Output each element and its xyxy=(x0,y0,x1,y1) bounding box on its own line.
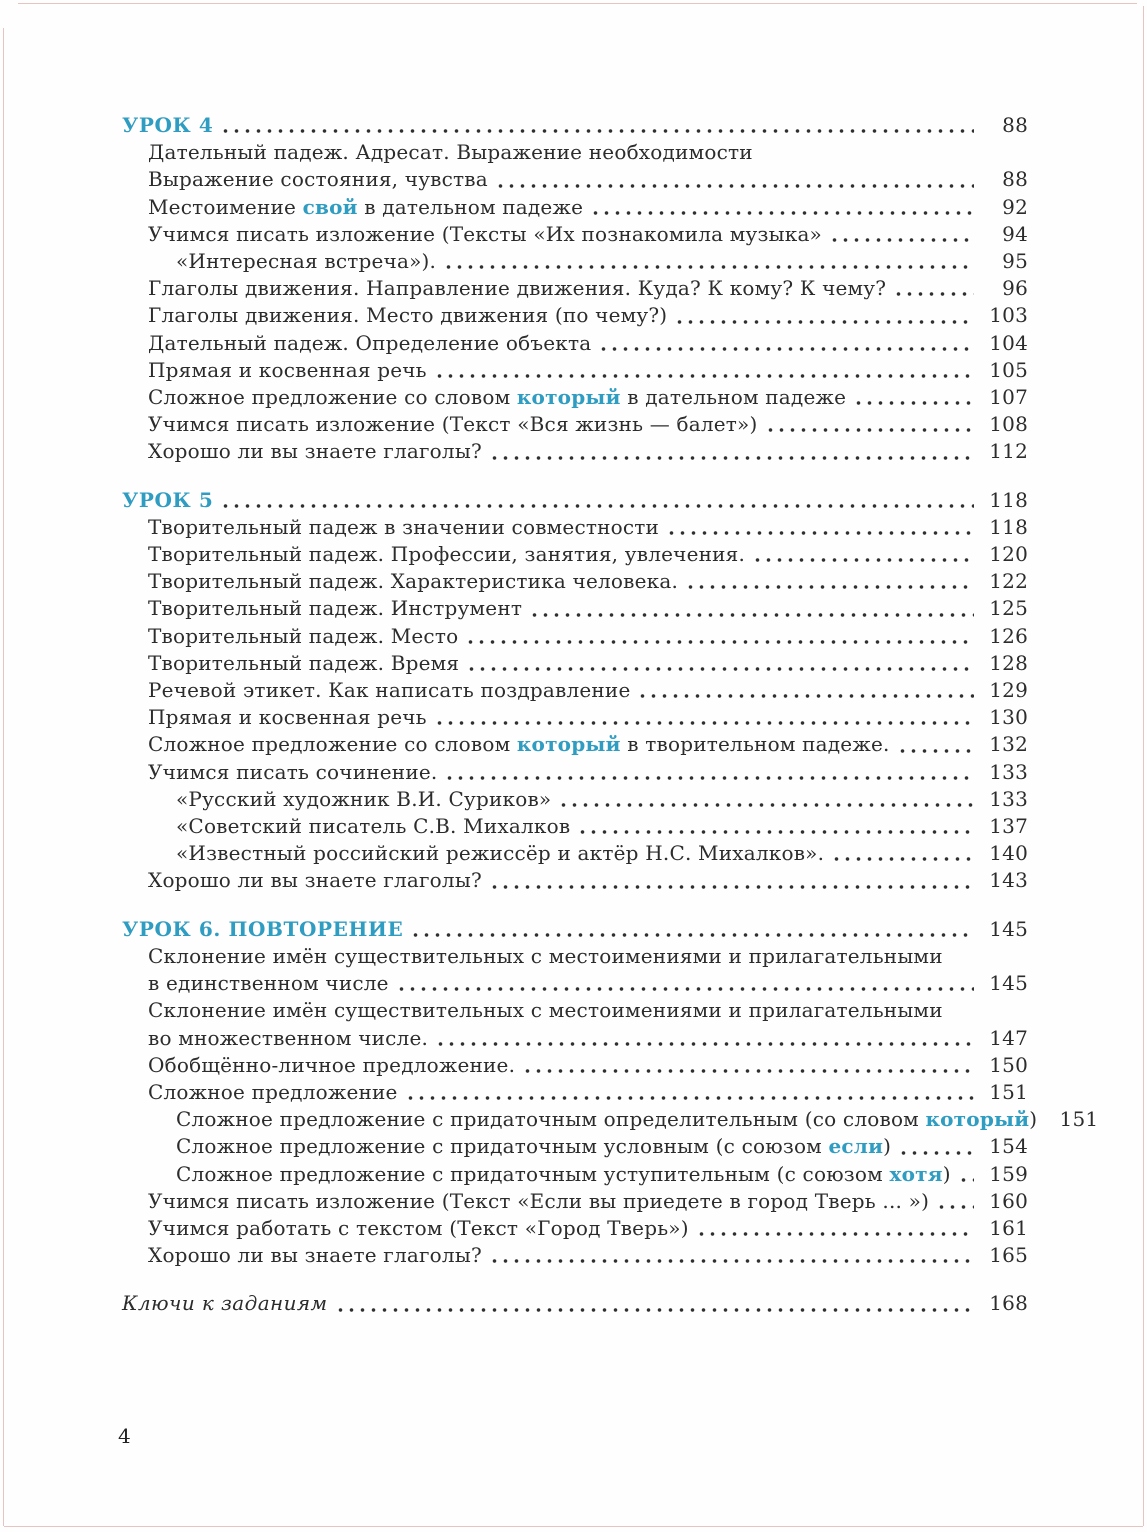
toc-page-number: 88 xyxy=(1002,167,1028,192)
toc-entry-row xyxy=(122,384,1028,411)
toc-entry-row xyxy=(122,1215,1028,1242)
leader-dots xyxy=(598,330,974,357)
toc-entry-row xyxy=(122,1188,1028,1215)
toc-entry-row xyxy=(122,194,1028,221)
leader-dots xyxy=(958,1161,974,1188)
toc-page-number: 151 xyxy=(1059,1107,1099,1132)
toc-entry-label xyxy=(148,568,678,595)
text-segment: Творительный падеж. Время xyxy=(148,650,460,675)
text-segment: Творительный падеж. Характеристика человека. xyxy=(148,569,679,594)
leader-dots xyxy=(435,1025,974,1052)
toc-entry-row xyxy=(122,595,1028,622)
scan-edge-top xyxy=(18,3,1137,4)
toc-page-number: 161 xyxy=(989,1215,1028,1240)
toc-entry-label xyxy=(148,1025,428,1052)
text-segment: Местоимение xyxy=(148,194,303,219)
text-segment: в единственном числе xyxy=(148,971,389,996)
toc-entry-label xyxy=(148,650,459,677)
toc-entry-row xyxy=(122,248,1028,275)
table-of-contents xyxy=(122,112,1099,1318)
toc-entry-row xyxy=(122,139,1028,166)
text-segment: Хорошо ли вы знаете глаголы? xyxy=(148,1243,482,1268)
accent-term: который xyxy=(516,385,621,410)
toc-entry-label xyxy=(148,357,427,384)
leader-dots xyxy=(220,112,974,139)
toc-page-number: 130 xyxy=(989,705,1028,730)
toc-entry-label xyxy=(148,623,458,650)
toc-entry-label xyxy=(176,1133,891,1160)
toc-entry-row xyxy=(122,623,1028,650)
toc-entry-row xyxy=(122,840,1028,867)
toc-section-4 xyxy=(122,1290,1028,1317)
text-segment: Учимся работать с текстом (Текст «Город Тверь») xyxy=(148,1215,689,1240)
toc-entry-label xyxy=(148,1215,689,1242)
toc-entry-label xyxy=(148,139,753,166)
text-segment: Глаголы движения. Место движения (по чему?) xyxy=(148,303,668,328)
text-segment: Речевой этикет. Как написать поздравление xyxy=(148,678,631,703)
toc-entry-row xyxy=(122,411,1028,438)
toc-entry-row xyxy=(122,867,1028,894)
toc-entry-row xyxy=(122,704,1028,731)
text-segment: «Советский писатель С.В. Михалков xyxy=(176,814,571,839)
toc-page-number: 112 xyxy=(989,439,1028,464)
text-segment: Сложное предложение со словом xyxy=(148,732,517,757)
leader-dots xyxy=(898,1133,974,1160)
text-segment: Сложное предложение xyxy=(148,1079,398,1104)
text-segment: Прямая и косвенная речь xyxy=(148,705,427,730)
toc-entry-row xyxy=(122,438,1028,465)
toc-entry-row xyxy=(122,541,1028,568)
toc-page-number: 92 xyxy=(1002,194,1028,219)
text-segment: УРОК 4 xyxy=(122,113,214,137)
leader-dots xyxy=(558,786,974,813)
toc-entry-row xyxy=(122,650,1028,677)
text-segment: Учимся писать изложение (Текст «Вся жизнь — балет») xyxy=(148,412,758,437)
toc-page-number: 118 xyxy=(989,487,1028,512)
toc-entry-label xyxy=(148,1079,398,1106)
toc-page-number: 108 xyxy=(989,412,1028,437)
toc-entry-row xyxy=(122,514,1028,541)
toc-entry-row xyxy=(122,302,1028,329)
leader-dots xyxy=(489,867,974,894)
toc-page-number: 103 xyxy=(989,303,1028,328)
toc-heading-row xyxy=(122,487,1028,514)
toc-entry-label xyxy=(148,970,389,997)
toc-page-number: 126 xyxy=(989,623,1028,648)
toc-page-number: 145 xyxy=(989,916,1028,941)
toc-page-number: 145 xyxy=(989,971,1028,996)
toc-section-2 xyxy=(122,487,1028,895)
toc-entry-row xyxy=(122,357,1028,384)
toc-entry-row xyxy=(122,943,1028,970)
leader-dots xyxy=(897,731,974,758)
leader-dots xyxy=(893,275,974,302)
toc-page-number: 132 xyxy=(989,732,1028,757)
text-segment: в творительном падеже. xyxy=(620,732,890,757)
text-segment: Творительный падеж. Инструмент xyxy=(148,596,523,621)
toc-entry-label xyxy=(176,248,436,275)
leader-dots xyxy=(765,411,975,438)
toc-entry-row xyxy=(122,1106,1099,1133)
text-segment: во множественном числе. xyxy=(148,1025,429,1050)
text-segment: в дательном падеже xyxy=(357,194,584,219)
toc-entry-label xyxy=(148,330,591,357)
text-segment: «Русский художник В.И. Суриков» xyxy=(176,786,552,811)
text-segment: Сложное предложение с придаточным условным (с союзом xyxy=(176,1134,829,1159)
toc-page-number: 151 xyxy=(989,1079,1028,1104)
toc-page-number: 133 xyxy=(989,759,1028,784)
text-segment: Склонение имён существительных с местоимениями и прилагательными xyxy=(148,943,943,968)
text-segment: Творительный падеж. Профессии, занятия, увлечения. xyxy=(148,542,746,567)
folio-page-number: 4 xyxy=(118,1424,131,1448)
leader-dots xyxy=(522,1052,974,1079)
toc-entry-row xyxy=(122,166,1028,193)
toc-entry-label xyxy=(148,275,886,302)
toc-page-number: 154 xyxy=(989,1134,1028,1159)
toc-entry-row xyxy=(122,1079,1028,1106)
leader-dots xyxy=(489,1242,974,1269)
toc-entry-row xyxy=(122,275,1028,302)
text-segment: Выражение состояния, чувства xyxy=(148,167,488,192)
toc-page-number: 160 xyxy=(989,1188,1028,1213)
leader-dots xyxy=(674,302,974,329)
toc-heading-row xyxy=(122,916,1028,943)
toc-section-3 xyxy=(122,916,1099,1270)
text-segment: ) xyxy=(883,1134,892,1159)
toc-entry-row xyxy=(122,330,1028,357)
toc-entry-label xyxy=(148,302,667,329)
leader-dots xyxy=(465,623,974,650)
toc-entry-label xyxy=(176,786,551,813)
toc-entry-row xyxy=(122,997,1028,1024)
text-segment: Творительный падеж. Место xyxy=(148,623,459,648)
leader-dots xyxy=(405,1079,974,1106)
leader-dots xyxy=(443,248,974,275)
leader-dots xyxy=(220,487,974,514)
toc-entry-row xyxy=(122,759,1028,786)
text-segment: УРОК 5 xyxy=(122,487,214,512)
text-segment: Сложное предложение с придаточным уступительным (с союзом xyxy=(176,1161,890,1186)
toc-entry-label xyxy=(148,704,427,731)
text-segment: ) xyxy=(942,1161,951,1186)
toc-entry-row xyxy=(122,1161,1028,1188)
toc-entry-label xyxy=(148,867,482,894)
toc-entry-label xyxy=(148,411,758,438)
toc-entry-row xyxy=(122,731,1028,758)
leader-dots xyxy=(577,813,974,840)
text-segment: Прямая и косвенная речь xyxy=(148,357,427,382)
leader-dots xyxy=(335,1290,974,1317)
toc-entry-label xyxy=(148,221,822,248)
leader-dots xyxy=(410,916,974,943)
toc-page-number: 168 xyxy=(989,1291,1028,1316)
toc-page-number: 140 xyxy=(989,841,1028,866)
toc-entry-label xyxy=(148,943,943,970)
toc-page-number: 129 xyxy=(989,678,1028,703)
toc-entry-label xyxy=(176,1106,1037,1133)
toc-page-number: 150 xyxy=(989,1052,1028,1077)
toc-entry-label xyxy=(176,840,824,867)
toc-heading-label xyxy=(122,112,213,139)
toc-page-number: 105 xyxy=(989,357,1028,382)
toc-entry-label xyxy=(148,166,488,193)
leader-dots xyxy=(853,384,974,411)
toc-page-number: 143 xyxy=(989,868,1028,893)
leader-dots xyxy=(666,514,974,541)
toc-page-number: 122 xyxy=(989,569,1028,594)
leader-dots xyxy=(752,541,974,568)
toc-page-number: 137 xyxy=(989,814,1028,839)
leader-dots xyxy=(829,221,974,248)
leader-dots xyxy=(831,840,974,867)
toc-entry-row xyxy=(122,568,1028,595)
scan-edge-right xyxy=(1143,6,1144,1526)
toc-entry-row xyxy=(122,1133,1028,1160)
toc-entry-label xyxy=(148,759,437,786)
toc-page-number: 88 xyxy=(1002,113,1028,137)
accent-term: хотя xyxy=(889,1161,943,1186)
text-segment: «Интересная встреча»). xyxy=(176,249,437,274)
text-segment: Склонение имён существительных с местоимениями и прилагательными xyxy=(148,998,943,1023)
accent-term: свой xyxy=(302,194,358,219)
toc-page-number: 118 xyxy=(989,514,1028,539)
toc-entry-row xyxy=(122,1052,1028,1079)
leader-dots xyxy=(434,704,974,731)
text-segment: Дательный падеж. Определение объекта xyxy=(148,330,592,355)
toc-entry-label xyxy=(148,677,630,704)
toc-entry-label xyxy=(148,997,943,1024)
scan-edge-left xyxy=(3,28,4,1526)
text-segment: Хорошо ли вы знаете глаголы? xyxy=(148,439,482,464)
text-segment: Учимся писать сочинение. xyxy=(148,759,438,784)
leader-dots xyxy=(434,357,974,384)
toc-section-1 xyxy=(122,112,1028,466)
leader-dots xyxy=(637,677,974,704)
text-segment: Учимся писать изложение (Тексты «Их познакомила музыка» xyxy=(148,221,822,246)
text-segment: Сложное предложение с придаточным определительным (со словом xyxy=(176,1107,926,1132)
leader-dots xyxy=(685,568,974,595)
leader-dots xyxy=(495,166,974,193)
toc-entry-label xyxy=(176,813,570,840)
accent-term: который xyxy=(925,1107,1030,1132)
text-segment: Сложное предложение со словом xyxy=(148,385,517,410)
toc-page-number: 165 xyxy=(989,1243,1028,1268)
text-segment: ) xyxy=(1029,1107,1038,1132)
text-segment: Творительный падеж в значении совместности xyxy=(148,514,660,539)
toc-page-number: 133 xyxy=(989,786,1028,811)
toc-entry-label xyxy=(148,731,890,758)
toc-page-number: 96 xyxy=(1002,276,1028,301)
leader-dots xyxy=(529,595,974,622)
toc-entry-row xyxy=(122,813,1028,840)
text-segment: Обобщённо-личное предложение. xyxy=(148,1052,516,1077)
toc-heading-row xyxy=(122,1290,1028,1317)
leader-dots xyxy=(489,438,974,465)
leader-dots xyxy=(696,1215,974,1242)
leader-dots xyxy=(590,194,974,221)
text-segment: Глаголы движения. Направление движения. Куда? К кому? К чему? xyxy=(148,276,887,301)
toc-page-number: 94 xyxy=(1002,221,1028,246)
toc-heading-label xyxy=(122,916,403,943)
toc-entry-row xyxy=(122,786,1028,813)
toc-page-number: 104 xyxy=(989,330,1028,355)
accent-term: который xyxy=(516,732,621,757)
text-segment: Хорошо ли вы знаете глаголы? xyxy=(148,868,482,893)
toc-entry-label xyxy=(176,1161,951,1188)
toc-entry-row xyxy=(122,1242,1028,1269)
toc-entry-label xyxy=(148,194,583,221)
toc-page-number: 125 xyxy=(989,596,1028,621)
toc-heading-label xyxy=(122,487,213,514)
toc-entry-row xyxy=(122,221,1028,248)
toc-entry-label xyxy=(148,1188,929,1215)
toc-page-number: 120 xyxy=(989,542,1028,567)
toc-heading-label xyxy=(122,1290,328,1317)
toc-page-number: 95 xyxy=(1002,249,1028,274)
toc-page-number: 107 xyxy=(989,385,1028,410)
toc-entry-label xyxy=(148,1242,482,1269)
toc-entry-row xyxy=(122,1025,1028,1052)
toc-entry-label xyxy=(148,514,659,541)
toc-entry-label xyxy=(148,438,482,465)
text-segment: Ключи к заданиям xyxy=(122,1291,328,1316)
toc-entry-row xyxy=(122,677,1028,704)
text-segment: Дательный падеж. Адресат. Выражение необходимости xyxy=(148,140,753,165)
text-segment: в дательном падеже xyxy=(620,385,847,410)
toc-page-number: 128 xyxy=(989,650,1028,675)
leader-dots xyxy=(444,759,974,786)
toc-entry-label xyxy=(148,1052,515,1079)
toc-heading-row xyxy=(122,112,1028,139)
leader-dots xyxy=(936,1188,974,1215)
text-segment: «Известный российский режиссёр и актёр Н.С. Михалков». xyxy=(176,841,825,866)
toc-entry-label xyxy=(148,541,745,568)
toc-entry-label xyxy=(148,384,846,411)
text-segment: УРОК 6. ПОВТОРЕНИЕ xyxy=(122,916,404,941)
scan-edge-bottom xyxy=(4,1526,1143,1527)
toc-entry-label xyxy=(148,595,522,622)
toc-page-number: 147 xyxy=(989,1025,1028,1050)
text-segment: Учимся писать изложение (Текст «Если вы приедете в город Тверь ... ») xyxy=(148,1188,930,1213)
leader-dots xyxy=(466,650,974,677)
leader-dots xyxy=(396,970,974,997)
toc-page-number: 159 xyxy=(989,1161,1028,1186)
accent-term: если xyxy=(828,1134,884,1159)
toc-entry-row xyxy=(122,970,1028,997)
